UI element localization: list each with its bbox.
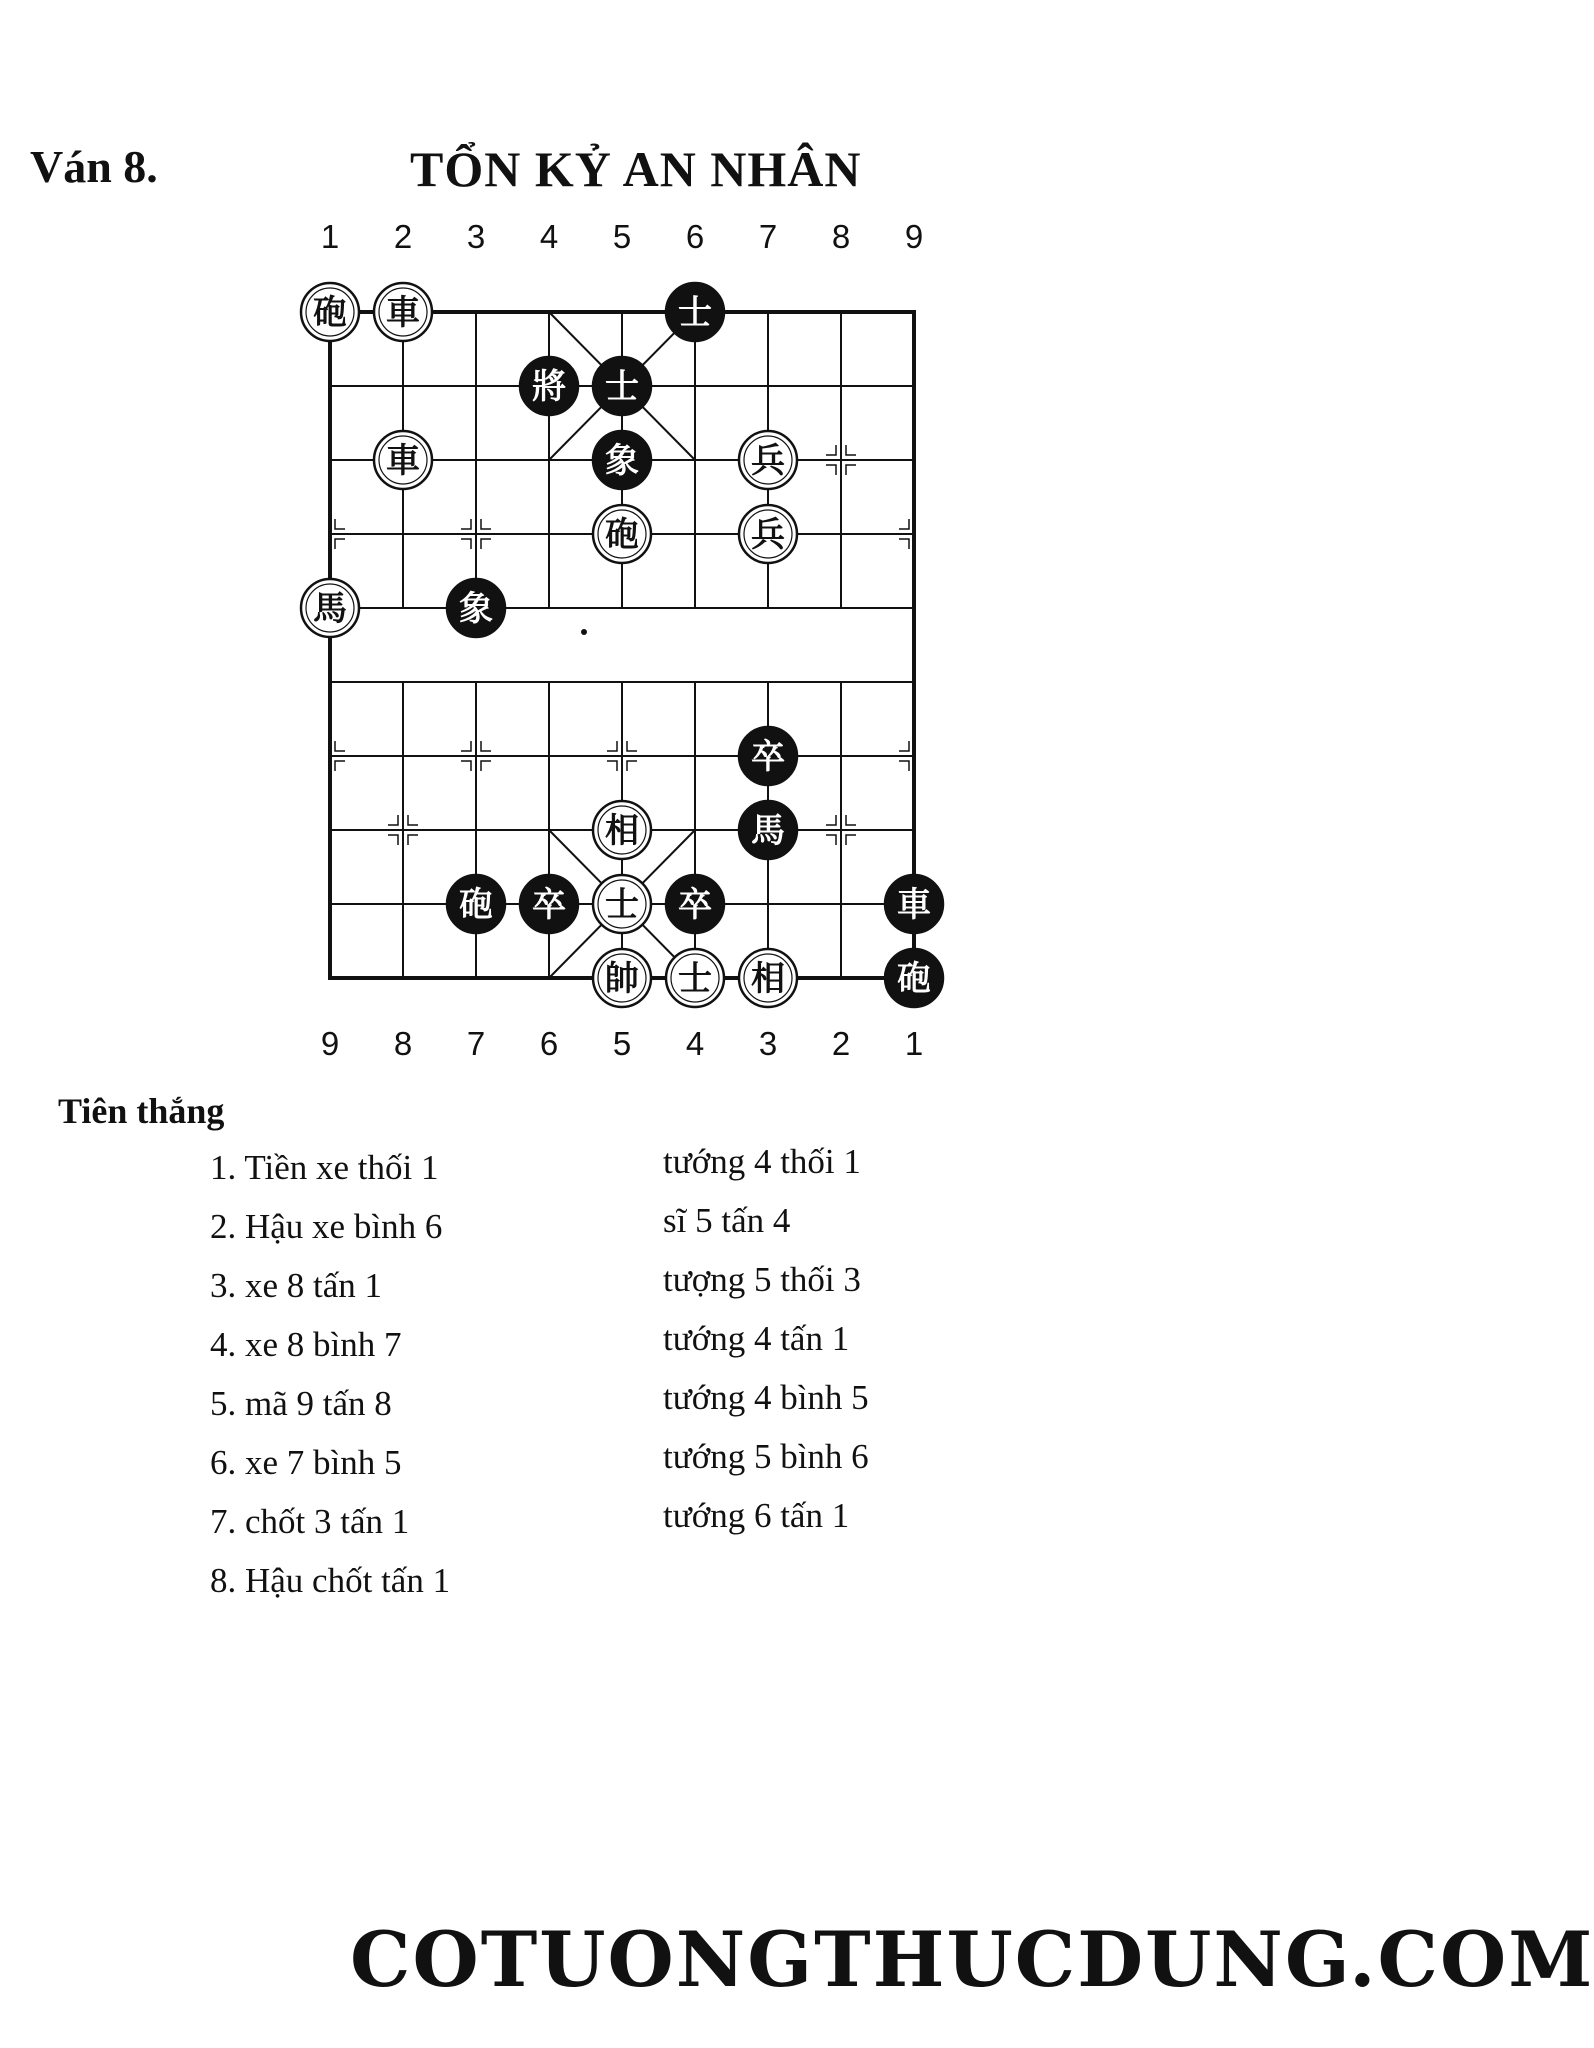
file-number: 9 [320,1025,340,1062]
move-red: 1. Tiền xe thối 1 [210,1148,439,1187]
piece-black [666,283,724,341]
piece-red [739,949,797,1007]
piece-char: 象 [605,441,639,481]
file-number: 5 [612,218,632,255]
file-number: 6 [539,1025,559,1062]
piece-black [520,875,578,933]
piece-char: 砲 [897,959,931,999]
file-number: 7 [758,218,778,255]
piece-char: 砲 [459,885,493,925]
piece-red [666,949,724,1007]
file-number: 1 [904,1025,924,1062]
piece-black [739,727,797,785]
xiangqi-board [0,0,1366,1080]
piece-char: 兵 [751,441,785,481]
file-number: 4 [539,218,559,255]
piece-char: 卒 [532,885,566,925]
piece-char: 帥 [605,959,639,999]
file-number: 9 [904,218,924,255]
move-red: 7. chốt 3 tấn 1 [210,1502,410,1541]
move-black: tượng 5 thối 3 [663,1260,861,1299]
piece-red [301,579,359,637]
file-number: 8 [393,1025,413,1062]
move-black: tướng 4 thối 1 [663,1142,861,1181]
piece-char: 士 [678,293,712,333]
piece-black [593,431,651,489]
move-red: 8. Hậu chốt tấn 1 [210,1561,451,1600]
game-title: TỔN KỶ AN NHÂN [410,141,862,197]
file-number: 1 [320,218,340,255]
river-dot [581,629,587,635]
piece-char: 車 [386,293,420,333]
move-black: tướng 4 bình 5 [663,1378,869,1417]
move-black: sĩ 5 tấn 4 [663,1201,791,1240]
piece-char: 砲 [605,515,639,555]
piece-red [593,949,651,1007]
piece-char: 士 [605,367,639,407]
piece-char: 車 [386,441,420,481]
file-number: 6 [685,218,705,255]
move-black: tướng 4 tấn 1 [663,1319,850,1358]
piece-char: 砲 [313,293,347,333]
piece-char: 將 [532,367,566,407]
move-red: 2. Hậu xe bình 6 [210,1207,443,1246]
piece-red [593,505,651,563]
piece-red [739,431,797,489]
piece-black [739,801,797,859]
piece-char: 卒 [751,737,785,777]
move-black: tướng 5 bình 6 [663,1437,869,1476]
piece-red [374,283,432,341]
piece-red [593,801,651,859]
piece-black [447,579,505,637]
piece-black [885,949,943,1007]
piece-char: 馬 [313,589,347,629]
site-footer: COTUONGTHUCDUNG.COM [350,1915,1594,2004]
file-number: 3 [466,218,486,255]
piece-char: 象 [459,589,493,629]
file-number: 2 [393,218,413,255]
move-red: 6. xe 7 bình 5 [210,1443,402,1482]
piece-char: 士 [678,959,712,999]
file-number: 4 [685,1025,705,1062]
piece-red [301,283,359,341]
result-heading: Tiên thắng [58,1091,225,1131]
piece-char: 士 [605,885,639,925]
file-number: 3 [758,1025,778,1062]
file-number: 7 [466,1025,486,1062]
file-number: 8 [831,218,851,255]
piece-red [593,875,651,933]
file-number: 2 [831,1025,851,1062]
piece-char: 相 [605,811,639,851]
piece-black [885,875,943,933]
move-red: 5. mã 9 tấn 8 [210,1384,392,1423]
piece-black [520,357,578,415]
piece-black [666,875,724,933]
piece-red [739,505,797,563]
piece-char: 車 [897,885,931,925]
move-black: tướng 6 tấn 1 [663,1496,850,1535]
move-red: 4. xe 8 bình 7 [210,1325,402,1364]
piece-char: 兵 [751,515,785,555]
piece-black [447,875,505,933]
piece-red [374,431,432,489]
piece-black [593,357,651,415]
game-number: Ván 8. [30,141,158,192]
piece-char: 相 [751,959,785,999]
file-number: 5 [612,1025,632,1062]
move-red: 3. xe 8 tấn 1 [210,1266,383,1305]
piece-char: 卒 [678,885,712,925]
piece-char: 馬 [751,811,785,851]
